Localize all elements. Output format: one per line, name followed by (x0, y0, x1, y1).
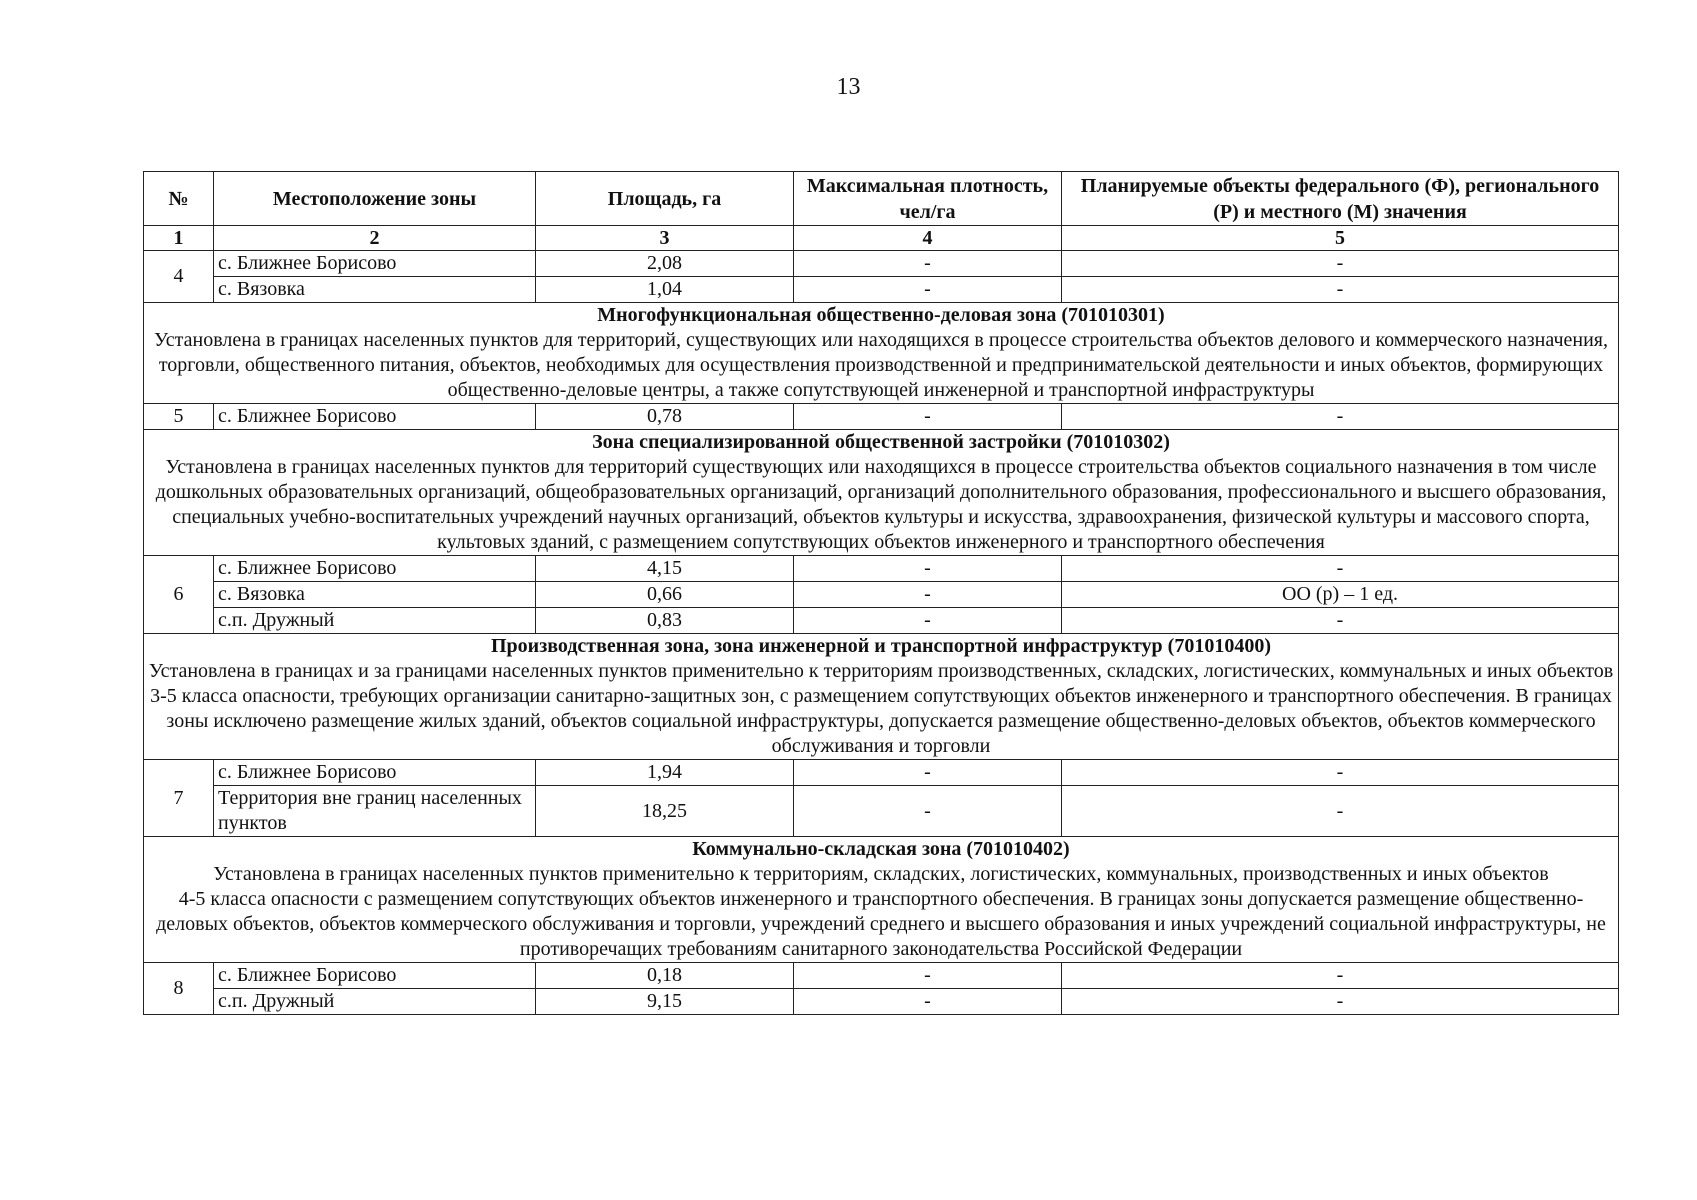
zone-title: Многофункциональная общественно-деловая зона (701010301) (597, 304, 1165, 326)
zone-section (144, 430, 1619, 556)
zones-table (143, 171, 1619, 1015)
zone-section (144, 837, 1619, 963)
area-cell: 0,18 (536, 963, 794, 989)
location-cell: с.п. Дружный (214, 989, 536, 1015)
location-cell: с. Вязовка (214, 277, 536, 303)
density-cell: - (794, 989, 1062, 1015)
header-row (144, 172, 1619, 226)
column-number: 2 (214, 226, 536, 251)
column-number-row (144, 226, 1619, 251)
row-number: 5 (144, 404, 214, 430)
zone-section-row (144, 303, 1619, 404)
header-number: № (144, 172, 214, 226)
zone-section-row (144, 634, 1619, 760)
area-cell: 0,83 (536, 608, 794, 634)
density-cell: - (794, 582, 1062, 608)
zone-section-row (144, 837, 1619, 963)
density-cell: - (794, 277, 1062, 303)
location-cell: с. Ближнее Борисово (214, 556, 536, 582)
zone-section (144, 303, 1619, 404)
header-area: Площадь, га (536, 172, 794, 226)
density-cell: - (794, 404, 1062, 430)
location-cell: с. Ближнее Борисово (214, 963, 536, 989)
table-row (144, 582, 1619, 608)
header-density: Максимальная плотность, чел/га (794, 172, 1062, 226)
column-number: 5 (1062, 226, 1619, 251)
table-row (144, 404, 1619, 430)
row-number: 8 (144, 963, 214, 1015)
area-cell: 1,94 (536, 760, 794, 786)
zone-description: Установлена в границах населенных пунктов для территорий существующих или находящихся в процессе строительства объектов социального назначения в том числе дошкольных образовательных организаций, общеобразовательных организаций, организаций дополнительного образования, профессионального и высшего образования, специальных учебно-воспитательных учреждений научных организаций, объектов культуры и искусства, здравоохранения, физической культуры и массового спорта, культовых зданий, с размещением сопутствующих объектов инженерного и транспортного обеспечения (155, 456, 1607, 553)
location-cell: с. Ближнее Борисово (214, 251, 536, 277)
table-row (144, 989, 1619, 1015)
header-location: Местоположение зоны (214, 172, 536, 226)
area-cell: 1,04 (536, 277, 794, 303)
objects-cell: - (1062, 277, 1619, 303)
objects-cell: - (1062, 608, 1619, 634)
area-cell: 9,15 (536, 989, 794, 1015)
zone-section-row (144, 430, 1619, 556)
table-row (144, 277, 1619, 303)
area-cell: 4,15 (536, 556, 794, 582)
objects-cell: - (1062, 556, 1619, 582)
zone-description: Установлена в границах и за границами населенных пунктов применительно к территориям производственных, складских, логистических, коммунальных и иных объектов 3-5 класса опасности, требующих организации санитарно-защитных зон, с размещением сопутствующих объектов инженерного и транспортного обеспечения. В границах зоны исключено размещение жилых зданий, объектов социальной инфраструктуры, допускается размещение общественно-деловых объектов, объектов коммерческого обслуживания и торговли (148, 660, 1614, 757)
row-number: 7 (144, 760, 214, 837)
zone-section (144, 634, 1619, 760)
area-cell: 2,08 (536, 251, 794, 277)
objects-cell: - (1062, 251, 1619, 277)
objects-cell: - (1062, 989, 1619, 1015)
column-number: 1 (144, 226, 214, 251)
zone-title: Зона специализированной общественной застройки (701010302) (592, 431, 1170, 453)
location-cell: с. Ближнее Борисово (214, 404, 536, 430)
density-cell: - (794, 786, 1062, 837)
objects-cell: - (1062, 786, 1619, 837)
zone-title: Производственная зона, зона инженерной и транспортной инфраструктур (701010400) (490, 635, 1272, 657)
area-cell: 18,25 (536, 786, 794, 837)
table-row (144, 760, 1619, 786)
table-row (144, 963, 1619, 989)
location-cell: с. Ближнее Борисово (214, 760, 536, 786)
table-row (144, 786, 1619, 837)
header-planned-objects: Планируемые объекты федерального (Ф), регионального (Р) и местного (М) значения (1062, 172, 1619, 226)
location-cell: с.п. Дружный (214, 608, 536, 634)
density-cell: - (794, 608, 1062, 634)
location-cell: Территория вне границ населенных пунктов (214, 786, 536, 837)
location-cell: с. Вязовка (214, 582, 536, 608)
zone-description: Установлена в границах населенных пунктов для территорий, существующих или находящихся в процессе строительства объектов делового и коммерческого назначения, торговли, общественного питания, объектов, необходимых для осуществления производственной и предпринимательской деятельности и иных объектов, формирующих общественно-деловые центры, а также сопутствующей инженерной и транспортной инфраструктуры (154, 329, 1608, 401)
table-row (144, 251, 1619, 277)
row-number: 4 (144, 251, 214, 303)
column-number: 4 (794, 226, 1062, 251)
table-row (144, 556, 1619, 582)
area-cell: 0,78 (536, 404, 794, 430)
density-cell: - (794, 760, 1062, 786)
row-number: 6 (144, 556, 214, 634)
density-cell: - (794, 556, 1062, 582)
objects-cell: ОО (р) – 1 ед. (1062, 582, 1619, 608)
table-row (144, 608, 1619, 634)
column-number: 3 (536, 226, 794, 251)
page-number: 13 (836, 74, 861, 100)
objects-cell: - (1062, 963, 1619, 989)
density-cell: - (794, 251, 1062, 277)
area-cell: 0,66 (536, 582, 794, 608)
objects-cell: - (1062, 760, 1619, 786)
zone-description: 4-5 класса опасности с размещением сопутствующих объектов инженерного и транспортного обеспечения. В границах зоны допускается размещение общественно-деловых объектов, объектов коммерческого обслуживания и торговли, учреждений среднего и высшего образования и иных учреждений социальной инфраструктуры, не противоречащих требованиям санитарного законодательства Российской Федерации (156, 888, 1606, 960)
zone-title: Коммунально-складская зона (701010402) (692, 838, 1070, 860)
density-cell: - (794, 963, 1062, 989)
zone-description: Установлена в границах населенных пунктов применительно к территориям, складских, логистических, коммунальных, производственных и иных объектов (213, 863, 1549, 885)
objects-cell: - (1062, 404, 1619, 430)
